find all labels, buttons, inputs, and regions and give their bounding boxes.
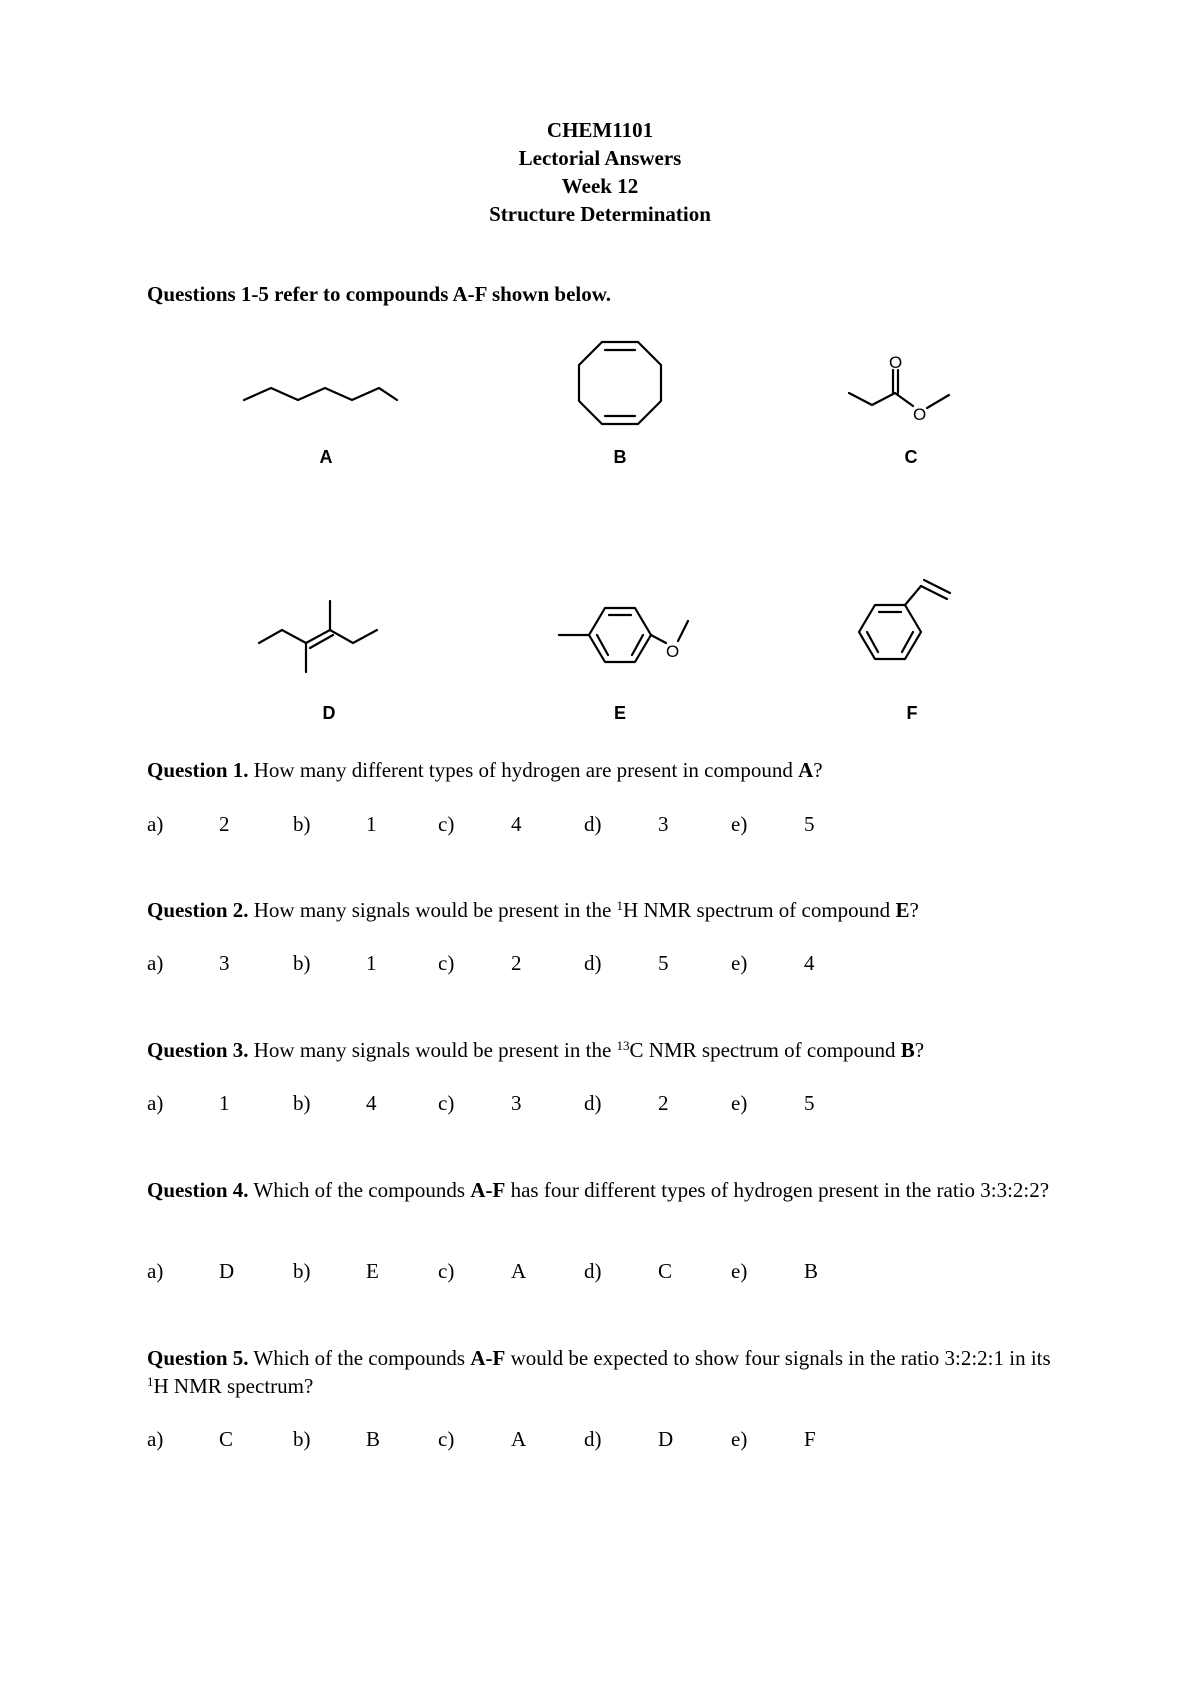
option-value[interactable]: 4 (511, 812, 522, 836)
option-value[interactable]: A (511, 1427, 527, 1451)
vinyl-double-1 (921, 586, 947, 599)
compound-label-b: B (613, 447, 627, 467)
atom-o-ether: O (666, 642, 680, 661)
question-5-title: Question 5. (147, 1346, 249, 1370)
option-value[interactable]: 1 (366, 951, 377, 975)
document-subtitle: Lectorial Answers (518, 146, 682, 170)
option-value[interactable]: 3 (219, 951, 230, 975)
atom-o-ester: O (913, 405, 927, 424)
option-letter[interactable]: a) (147, 951, 164, 975)
option-value[interactable]: D (219, 1259, 235, 1283)
option-value[interactable]: 1 (366, 812, 377, 836)
alkene-d-1 (306, 630, 330, 643)
ether-bond-e (651, 635, 666, 643)
option-letter[interactable]: d) (584, 812, 602, 836)
option-letter[interactable]: b) (293, 951, 311, 975)
option-letter[interactable]: a) (147, 1427, 164, 1451)
option-value[interactable]: F (804, 1427, 816, 1451)
option-letter[interactable]: c) (438, 1427, 455, 1451)
option-value[interactable]: C (658, 1259, 673, 1283)
option-letter[interactable]: d) (584, 1427, 602, 1451)
option-value[interactable]: 2 (219, 812, 230, 836)
option-letter[interactable]: d) (584, 951, 602, 975)
topic-title: Structure Determination (489, 202, 711, 226)
compound-label-e: E (613, 703, 626, 723)
option-value[interactable]: B (804, 1259, 819, 1283)
question-4-title: Question 4. (147, 1178, 249, 1202)
compound-label-f: F (906, 703, 918, 723)
option-value[interactable]: 1 (219, 1091, 230, 1115)
structure-f (855, 600, 975, 680)
compound-label-d: D (322, 703, 336, 723)
question-3-text: Question 3. How many signals would be present in the $^{13}$C NMR spectrum of compound B? (147, 1038, 925, 1062)
option-letter[interactable]: a) (147, 812, 164, 836)
structure-b (575, 338, 665, 428)
option-value[interactable]: C (219, 1427, 234, 1451)
methoxy-e (678, 621, 688, 641)
course-code: CHEM1101 (546, 118, 654, 142)
option-letter[interactable]: a) (147, 1259, 164, 1283)
question-1-text: Question 1. How many different types of hydrogen are present in compound A? (147, 758, 823, 782)
option-letter[interactable]: b) (293, 1427, 311, 1451)
question-3-title: Question 3. (147, 1038, 249, 1062)
option-value[interactable]: D (658, 1427, 674, 1451)
option-letter[interactable]: c) (438, 951, 455, 975)
option-value[interactable]: E (366, 1259, 379, 1283)
week-label: Week 12 (561, 174, 639, 198)
option-value[interactable]: 3 (511, 1091, 522, 1115)
option-letter[interactable]: b) (293, 1259, 311, 1283)
option-letter[interactable]: e) (731, 1091, 748, 1115)
alkene-d-2 (310, 635, 333, 648)
option-value[interactable]: 2 (511, 951, 522, 975)
option-letter[interactable]: e) (731, 951, 748, 975)
question-5-text: Question 5. Which of the compounds A-F would be expected to show four signals in the ratio 3:2:2:1 in its $^1$H NMR spectrum? (147, 1346, 1051, 1398)
option-letter[interactable]: e) (731, 1259, 748, 1283)
question-2-text: Question 2. How many signals would be present in the $^1$H NMR spectrum of compound E? (147, 898, 919, 922)
option-letter[interactable]: c) (438, 1259, 455, 1283)
option-letter[interactable]: d) (584, 1091, 602, 1115)
atom-o-carbonyl: O (889, 353, 903, 372)
ring-b (579, 342, 661, 424)
option-value[interactable]: 4 (366, 1091, 377, 1115)
questions-intro: Questions 1-5 refer to compounds A-F shown below. (147, 282, 611, 306)
option-value[interactable]: B (366, 1427, 381, 1451)
structure-d (255, 595, 395, 675)
option-value[interactable]: 5 (658, 951, 669, 975)
vinyl-f (905, 586, 921, 605)
option-value[interactable]: 4 (804, 951, 815, 975)
compound-label-c: C (904, 447, 918, 467)
option-letter[interactable]: e) (731, 1427, 748, 1451)
methoxy-c (927, 395, 949, 408)
question-2-title: Question 2. (147, 898, 249, 922)
chain-c (849, 393, 913, 406)
option-letter[interactable]: b) (293, 1091, 311, 1115)
option-value[interactable]: A (511, 1259, 527, 1283)
option-letter[interactable]: c) (438, 812, 455, 836)
option-letter[interactable]: c) (438, 1091, 455, 1115)
chain-d-left (259, 630, 306, 643)
option-letter[interactable]: d) (584, 1259, 602, 1283)
option-value[interactable]: 3 (658, 812, 669, 836)
chain-d-right (330, 630, 377, 643)
question-4-text: Question 4. Which of the compounds A-F has four different types of hydrogen present in the ratio 3:3:2:2? (147, 1178, 1050, 1202)
option-value[interactable]: 2 (658, 1091, 669, 1115)
structure-e (555, 595, 705, 675)
compound-label-a: A (319, 447, 333, 467)
question-1-title: Question 1. (147, 758, 249, 782)
structure-a (240, 380, 400, 410)
option-value[interactable]: 5 (804, 1091, 815, 1115)
option-value[interactable]: 5 (804, 812, 815, 836)
option-letter[interactable]: a) (147, 1091, 164, 1115)
option-letter[interactable]: e) (731, 812, 748, 836)
vinyl-double-2 (924, 580, 950, 593)
chain-a (244, 388, 397, 400)
option-letter[interactable]: b) (293, 812, 311, 836)
structure-c (845, 350, 965, 424)
